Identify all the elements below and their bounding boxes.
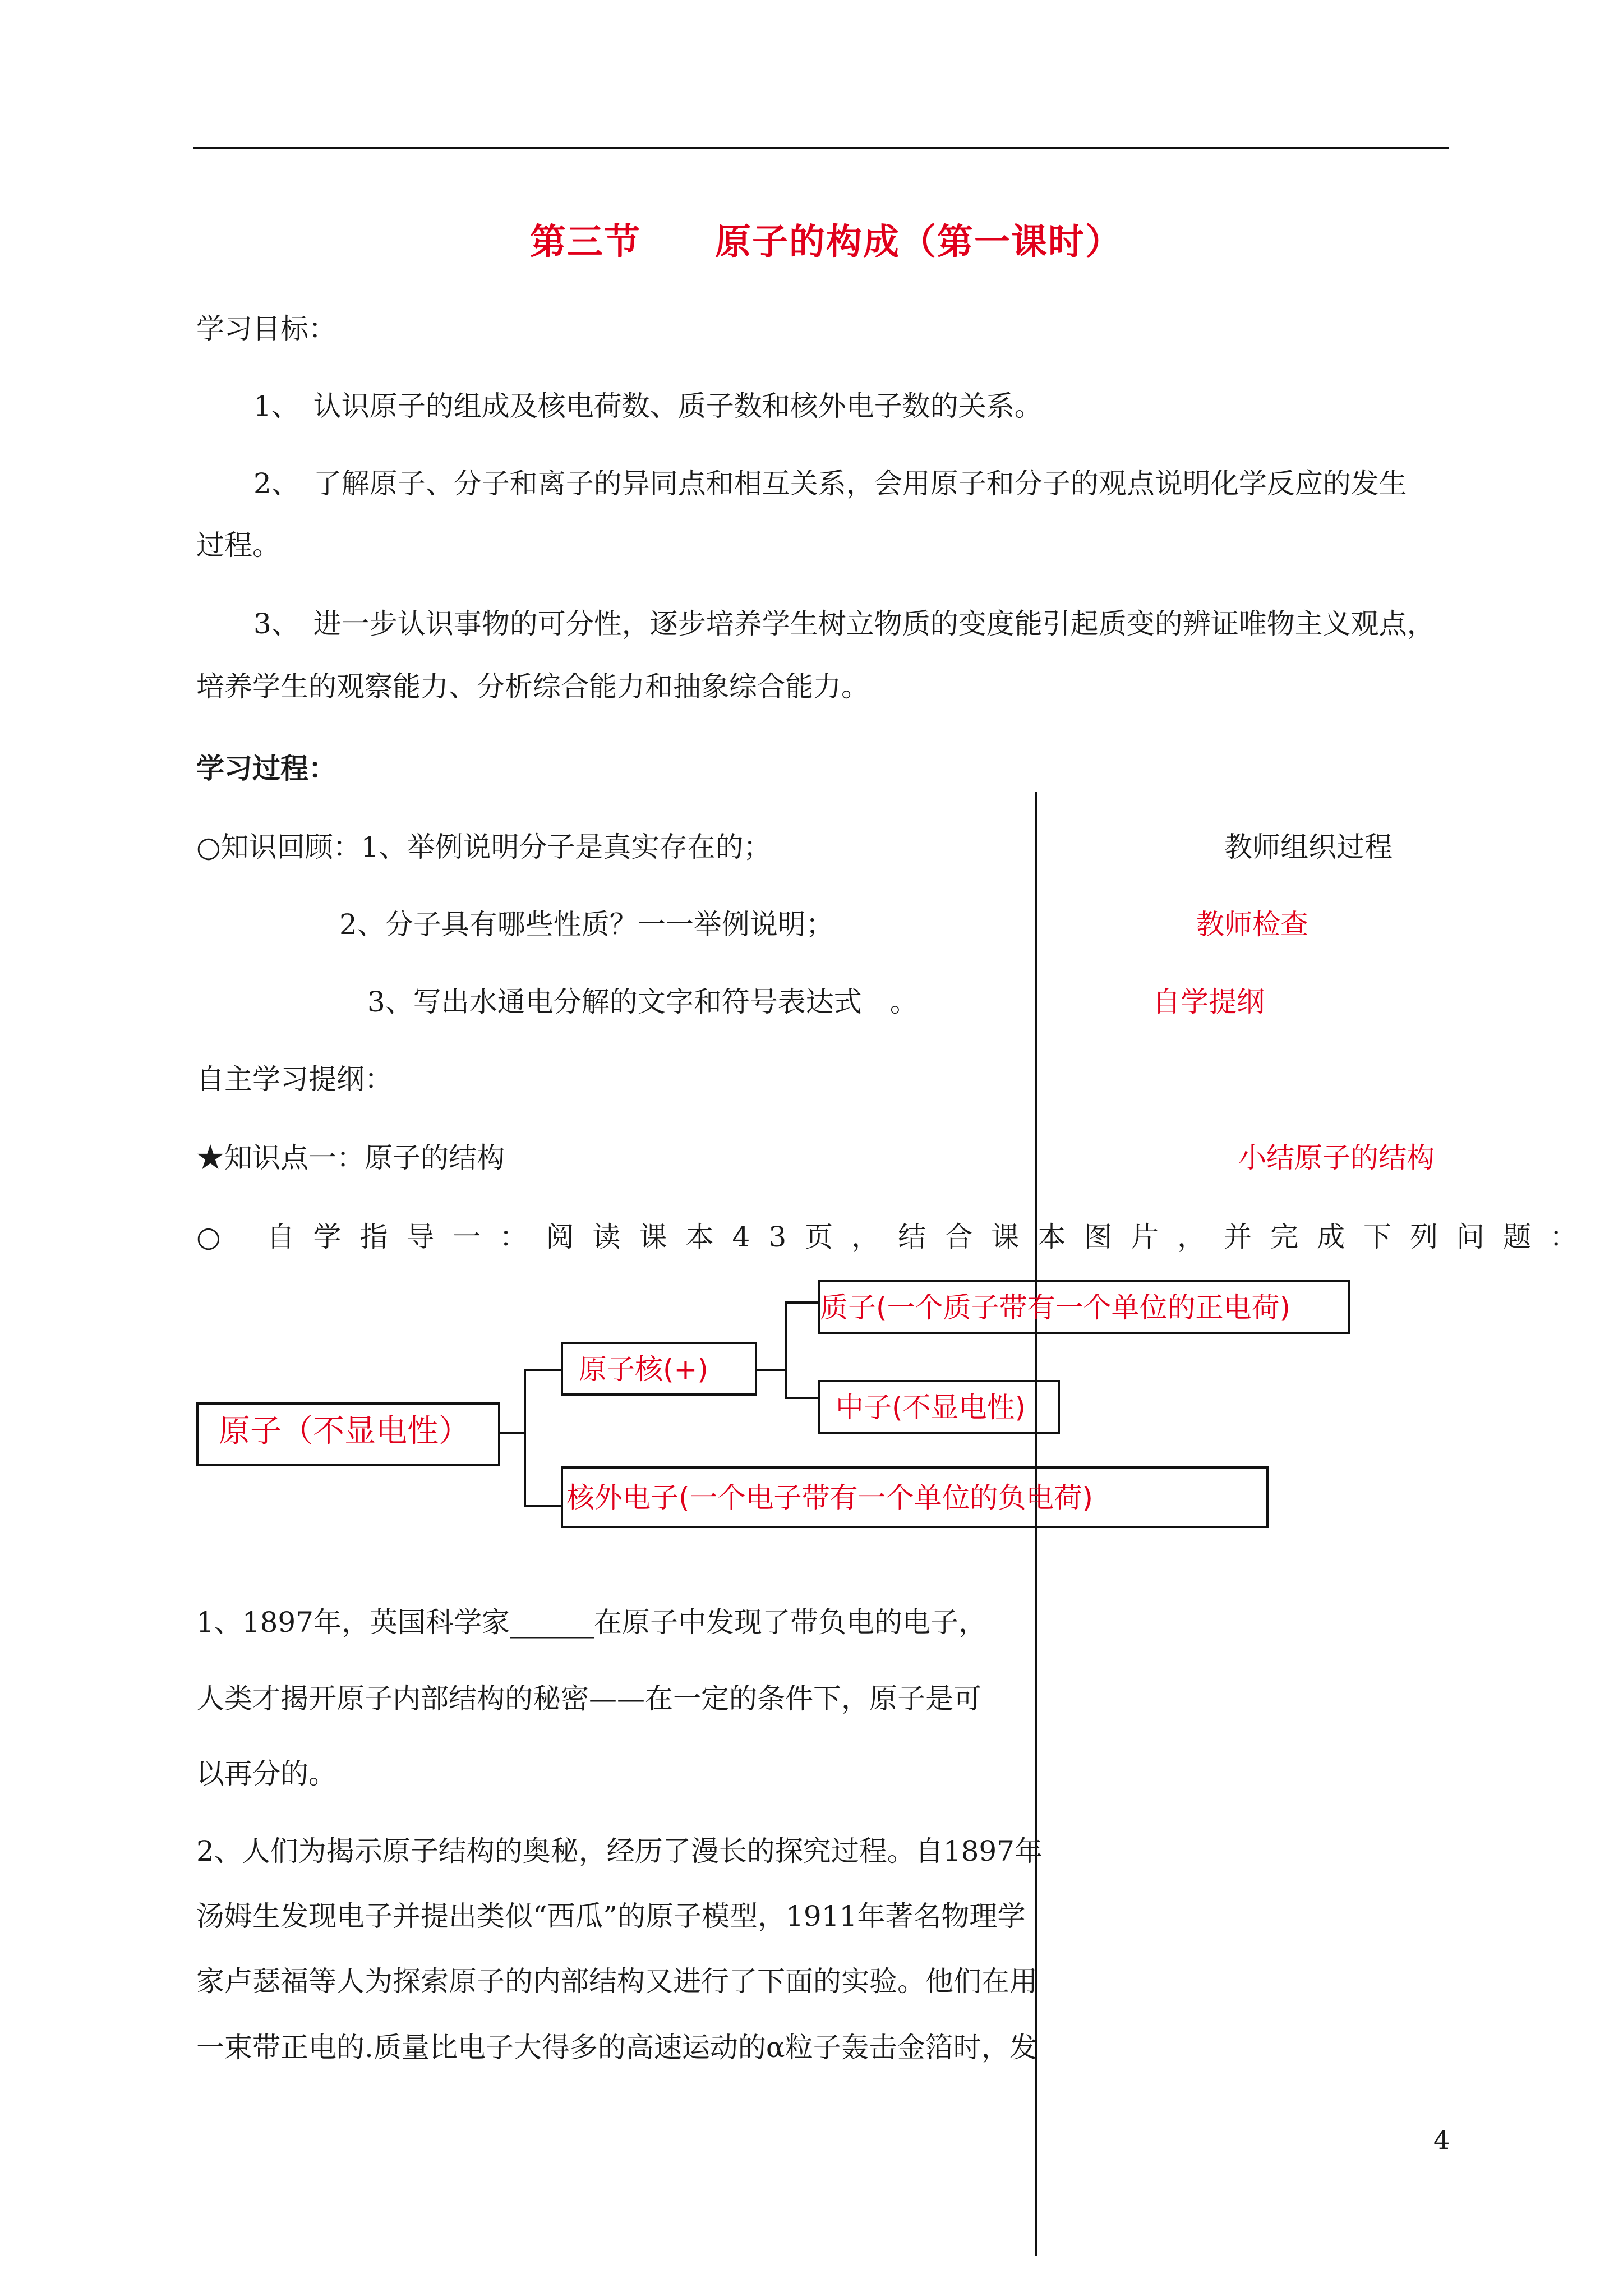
question-1-line-2: 人类才揭开原子内部结构的秘密——在一定的条件下，原子是可: [196, 1682, 981, 1715]
goal-item-2: 2、 了解原子、分子和离子的异同点和相互关系，会用原子和分子的观点说明化学反应的发生: [253, 467, 1407, 500]
neutron-box: 中子(不显电性): [818, 1380, 1060, 1434]
atom-connector: [500, 1432, 525, 1434]
teacher-summary: 小结原子的结构: [1238, 1142, 1435, 1174]
question-2-line-2: 汤姆生发现电子并提出类似“西瓜”的原子模型，1911年著名物理学: [196, 1900, 1026, 1932]
teacher-column-heading: 教师组织过程: [1224, 831, 1393, 863]
question-2-line-4: 一束带正电的.质量比电子大得多的高速运动的α粒子轰击金箔时，发: [196, 2031, 1038, 2064]
neutron-connector: [785, 1397, 818, 1399]
atom-box: 原子（不显电性）: [196, 1402, 500, 1466]
page-number: 4: [1433, 2125, 1450, 2155]
question-2-line-1: 2、人们为揭示原子结构的奥秘，经历了漫长的探究过程。自1897年: [196, 1835, 1043, 1867]
teacher-self-study: 自学提纲: [1152, 986, 1265, 1018]
nucleus-box: 原子核(+): [561, 1342, 757, 1396]
question-1-line-1: 1、1897年，英国科学家______在原子中发现了带负电的电子，: [196, 1606, 987, 1639]
proton-box: 质子(一个质子带有一个单位的正电荷): [818, 1280, 1350, 1334]
process-heading: 学习过程：: [196, 752, 336, 785]
goals-heading: 学习目标：: [196, 312, 336, 345]
goal-item-2-cont: 过程。: [196, 529, 280, 562]
self-study-guide-1: ○ 自学指导一：阅读课本43页，结合课本图片，并完成下列问题：: [196, 1221, 1597, 1253]
question-2-line-3: 家卢瑟福等人为探索原子的内部结构又进行了下面的实验。他们在用: [196, 1965, 1038, 1998]
goal-item-3: 3、 进一步认识事物的可分性，逐步培养学生树立物质的变度能引起质变的辨证唯物主义观点，: [253, 608, 1435, 640]
review-item-1: ○知识回顾：1、举例说明分子是真实存在的；: [196, 831, 772, 863]
atom-bracket: [524, 1369, 526, 1506]
teacher-check: 教师检查: [1196, 908, 1308, 941]
outline-heading: 自主学习提纲：: [196, 1063, 393, 1096]
goal-item-3-cont: 培养学生的观察能力、分析综合能力和抽象综合能力。: [196, 670, 869, 703]
review-item-3: 3、写出水通电分解的文字和符号表达式 。: [367, 986, 918, 1018]
nucleus-connector: [524, 1369, 561, 1371]
electron-connector: [524, 1505, 561, 1507]
nucleus-out-connector: [757, 1369, 786, 1371]
goal-item-1: 1、 认识原子的组成及核电荷数、质子数和核外电子数的关系。: [253, 390, 1043, 422]
header-rule: [193, 147, 1449, 149]
proton-connector: [785, 1301, 818, 1304]
electron-box: 核外电子(一个电子带有一个单位的负电荷): [561, 1466, 1269, 1528]
knowledge-point-1: ★知识点一：原子的结构: [196, 1142, 505, 1174]
page-title: 第三节 原子的构成（第一课时）: [530, 221, 1122, 263]
nucleus-bracket: [785, 1301, 787, 1398]
review-item-2: 2、分子具有哪些性质？一一举例说明；: [339, 908, 834, 941]
question-1-line-3: 以再分的。: [196, 1757, 336, 1790]
